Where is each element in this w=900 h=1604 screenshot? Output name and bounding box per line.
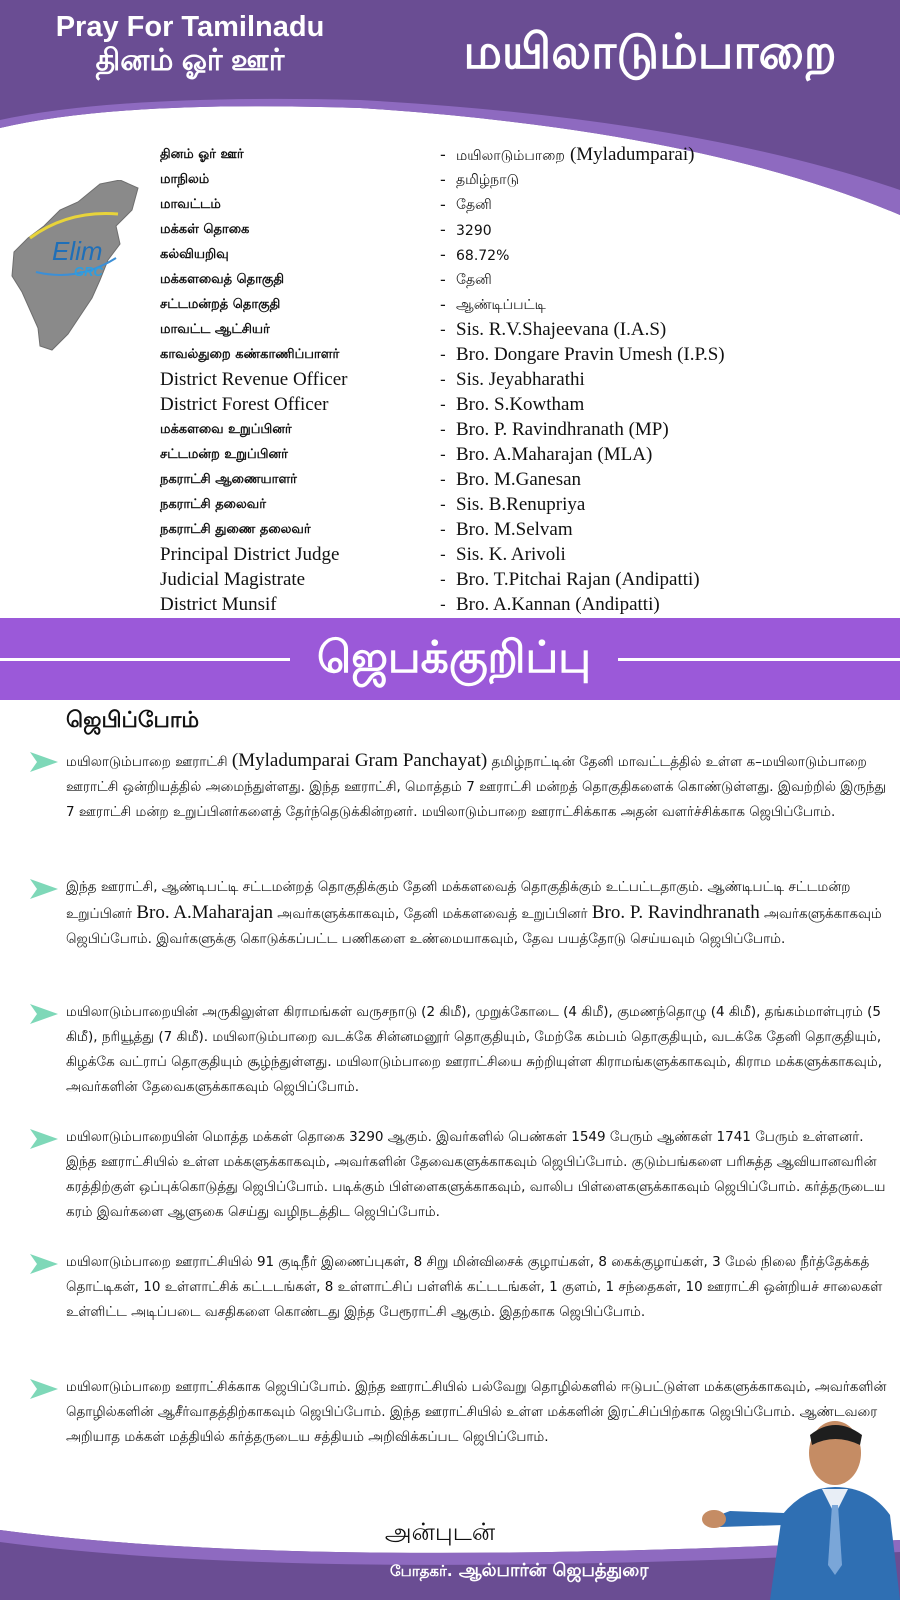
pray-line-2: தினம் ஓர் ஊர் [95, 44, 285, 77]
info-separator: - [440, 595, 446, 614]
info-value-english: Sis. R.V.Shajeevana (I.A.S) [456, 318, 667, 340]
info-label: சட்டமன்ற உறுப்பினர் [160, 446, 288, 462]
info-value-tamil: மயிலாடும்பாறை [456, 147, 565, 164]
info-value [456, 469, 581, 491]
info-label: மாநிலம் [160, 171, 210, 187]
info-row [160, 167, 890, 192]
info-value-tamil: 3290 [456, 223, 492, 239]
paragraph-text: மயிலாடும்பாறை ஊராட்சியில் 91 குடிநீர் இணைப்புகள், 8 சிறு மின்விசைக் குழாய்கள், 8 கைக்குழாய்கள், 3 மேல் நிலை நீர்த்தேக்கத் தொட்டிகள், 10 உள்ளாட்சிக் கட்டடங்கள், 8 உள்ளாட்சிப் பள்ளிக் கட்டடங்கள், 1 குளம், 1 சந்தைகள், 10 ஊராட்சி ஒன்றியச் சாலைகள் உள்ளிட்ட அடிப்படை வசதிகளை கொண்டது இந்த பேரூராட்சி ஆகும். இதற்காக ஜெபிப்போம். [66, 1254, 883, 1320]
pastor-signature [390, 1560, 750, 1583]
band-line-right [618, 658, 900, 661]
info-row [160, 267, 890, 292]
info-row [160, 342, 890, 367]
paragraph-text: அவர்களுக்காகவும், தேனி மக்களவைத் உறுப்பினர் [272, 906, 592, 922]
info-label: District Revenue Officer [160, 368, 348, 390]
village-info-table [160, 142, 890, 617]
info-value [456, 394, 584, 416]
paragraph-english-text: Bro. A.Maharajan [136, 902, 273, 923]
info-row [160, 317, 890, 342]
info-value-english: Bro. M.Ganesan [456, 468, 582, 490]
info-separator: - [440, 570, 446, 589]
band-line-left [0, 658, 290, 661]
info-value [456, 144, 694, 166]
info-value-tamil: தேனி [456, 272, 492, 288]
pray-line-1: Pray For Tamilnadu [55, 11, 325, 43]
info-value-english: Bro. P. Ravindhranath (MP) [456, 418, 669, 440]
info-separator: - [440, 420, 446, 439]
bullet-arrow-icon [28, 877, 60, 901]
info-separator: - [440, 295, 446, 314]
info-value-tamil: ஆண்டிப்பட்டி [456, 297, 546, 313]
info-separator: - [440, 145, 446, 164]
paragraph-english-text: (Myladumparai Gram Panchayat) [231, 750, 488, 771]
info-label: நகராட்சி ஆணையாளர் [160, 471, 297, 487]
band-title: ஜெபக்குறிப்பு [316, 632, 591, 683]
info-value [456, 544, 566, 566]
bullet-arrow-icon [28, 1377, 60, 1401]
info-value-english: (Myladumparai) [569, 143, 695, 165]
info-separator: - [440, 245, 446, 264]
logo-text: Elim [52, 236, 103, 266]
info-row [160, 517, 890, 542]
info-separator: - [440, 370, 446, 389]
paragraph-text: அவர்களுக்காகவும் ஜெபிப்போம். இவர்களுக்கு கொடுக்கப்பட்ட பணிகளை உண்மையாகவும், தேவ பயத்தோடு செய்யவும் ஜெபிப்போம். [66, 906, 882, 947]
info-separator: - [440, 220, 446, 239]
info-label: கல்வியறிவு [160, 246, 229, 262]
pastor-prefix: போதகர். [390, 1562, 453, 1580]
prayer-paragraph [66, 1000, 891, 1100]
info-row [160, 192, 890, 217]
info-value-english: Sis. Jeyabharathi [456, 368, 585, 390]
info-label: மாவட்ட ஆட்சியர் [160, 321, 270, 337]
info-label: சட்டமன்றத் தொகுதி [160, 296, 281, 312]
info-label: நகராட்சி துணை தலைவர் [160, 521, 311, 537]
info-value [456, 369, 585, 391]
prayer-heading: ஜெபிப்போம் [66, 708, 200, 733]
info-separator: - [440, 470, 446, 489]
info-label: மாவட்டம் [160, 196, 221, 212]
info-separator: - [440, 345, 446, 364]
info-value [456, 444, 652, 466]
info-value-english: Sis. K. Arivoli [456, 543, 566, 565]
info-separator: - [440, 395, 446, 414]
info-row [160, 142, 890, 167]
info-row [160, 217, 890, 242]
prayer-paragraph [66, 748, 891, 825]
info-value-english: Bro. Dongare Pravin Umesh (I.P.S) [456, 343, 725, 365]
village-title: மயிலாடும்பாறை [463, 24, 837, 80]
info-row [160, 417, 890, 442]
info-value-english: Bro. M.Selvam [456, 518, 573, 540]
info-value [456, 169, 519, 190]
info-value [456, 569, 700, 591]
info-value [456, 245, 509, 264]
info-label: தினம் ஓர் ஊர் [160, 146, 244, 162]
info-separator: - [440, 195, 446, 214]
info-label: காவல்துறை கண்காணிப்பாளர் [160, 346, 340, 362]
info-value-english: Bro. A.Kannan (Andipatti) [456, 593, 660, 615]
bullet-arrow-icon [28, 1002, 60, 1026]
paragraph-text: மயிலாடும்பாறையின் மொத்த மக்கள் தொகை 3290 ஆகும். இவர்களில் பெண்கள் 1549 பேரும் ஆண்கள் 1741 பேரும் உள்ளனர். இந்த ஊராட்சியில் உள்ள மக்களுக்காகவும், அவர்களின் தேவைகளுக்காகவும் ஜெபிப்போம். குடும்பங்களை பரிசுத்த ஆவியானவரின் கரத்திற்குள் ஒப்புக்கொடுத்து ஜெபிப்போம். படிக்கும் பிள்ளைகளுக்காகவும், வாலிப பிள்ளைகளுக்காகவும் ஜெபிப்போம். கர்த்தருடைய கரம் இவர்களை ஆளுகை செய்து வழிநடத்திட ஜெபிப்போம். [66, 1129, 886, 1220]
info-value-english: Bro. T.Pitchai Rajan (Andipatti) [456, 568, 700, 590]
info-value-english: Bro. A.Maharajan (MLA) [456, 443, 653, 465]
prayer-points-band [0, 618, 900, 700]
bullet-arrow-icon [28, 1127, 60, 1151]
paragraph-english-text: Bro. P. Ravindhranath [591, 902, 760, 923]
info-separator: - [440, 545, 446, 564]
info-row [160, 392, 890, 417]
info-label: District Forest Officer [160, 393, 329, 415]
bullet-arrow-icon [28, 750, 60, 774]
info-label: மக்களவைத் தொகுதி [160, 271, 285, 287]
info-label: மக்களவை உறுப்பினர் [160, 421, 292, 437]
pray-tagline [50, 10, 330, 78]
info-separator: - [440, 495, 446, 514]
info-value [456, 220, 492, 239]
info-value [456, 194, 492, 215]
info-value-english: Bro. S.Kowtham [456, 393, 585, 415]
bullet-arrow-icon [28, 1252, 60, 1276]
info-separator: - [440, 170, 446, 189]
info-label: Principal District Judge [160, 543, 340, 565]
pastor-name: ஆல்பார்ன் ஜெபத்துரை [458, 1560, 649, 1581]
signoff-text: அன்புடன் [384, 1518, 496, 1546]
info-row [160, 492, 890, 517]
info-row [160, 367, 890, 392]
info-separator: - [440, 520, 446, 539]
info-value-tamil: தேனி [456, 197, 492, 213]
info-label: நகராட்சி தலைவர் [160, 496, 267, 512]
info-value-english: Sis. B.Renupriya [456, 493, 586, 515]
paragraph-text: மயிலாடும்பாறை ஊராட்சி [66, 754, 232, 770]
info-row [160, 292, 890, 317]
paragraph-text: மயிலாடும்பாறையின் அருகிலுள்ள கிராமங்கள் வருசநாடு (2 கிமீ), முறுக்கோடை (4 கிமீ), குமணந்தொழு (4 கிமீ), தங்கம்மாள்புரம் (5 கிமீ), நரியூத்து (7 கிமீ). மயிலாடும்பாறை வடக்கே சின்னமனூர் தொகுதியும், மேற்கே கம்பம் தொகுதியும், வடக்கே தேனி தொகுதியும், கிழக்கே வட்ராப் தொகுதியும் சூழ்ந்துள்ளது. மயிலாடும்பாறை ஊராட்சியை சுற்றியுள்ள கிராமங்களுக்காகவும், கிராம மக்களுக்காகவும், அவர்களின் தேவைகளுக்காகவும் ஜெபிப்போம். [66, 1004, 883, 1095]
prayer-paragraph [66, 875, 891, 952]
info-value-tamil: தமிழ்நாடு [456, 172, 519, 188]
info-value [456, 344, 725, 366]
info-value [456, 519, 573, 541]
info-value [456, 494, 585, 516]
info-value [456, 594, 660, 616]
info-row [160, 542, 890, 567]
pastor-photo [700, 1415, 900, 1600]
paragraph-text: மயிலாடும்பாறை ஊராட்சிக்காக ஜெபிப்போம். இந்த ஊராட்சியில் பல்வேறு தொழில்களில் ஈடுபட்டுள்ள மக்களுக்காகவும், அவர்களின் தொழில்களின் ஆசீர்வாதத்திற்காகவும் ஜெபிப்போம். இந்த ஊராட்சியில் உள்ள மக்களின் இரட்சிப்பிற்காக ஜெபிப்போம். ஆண்டவரை அறியாத மக்கள் மத்தியில் கர்த்தருடைய சத்தியம் அறிவிக்கப்பட ஜெபிப்போம். [66, 1379, 887, 1445]
info-row [160, 592, 890, 617]
info-label: District Munsif [160, 593, 277, 615]
info-value-tamil: 68.72% [456, 248, 510, 264]
info-value [456, 294, 546, 315]
info-value [456, 319, 666, 341]
paragraph-text: தமிழ்நாட்டின் தேனி மாவட்டத்தில் உள்ள க–மயிலாடும்பாறை ஊராட்சி ஒன்றியத்தில் அமைந்துள்ளது. இந்த ஊராட்சி, மொத்தம் 7 ஊராட்சி மன்றத் தொகுதிகளைக் கொண்டுள்ளது. இவற்றில் இருந்து 7 ஊராட்சி மன்ற உறுப்பினர்களைத் தேர்ந்தெடுக்கின்றனர். மயிலாடும்பாறை ஊராட்சிக்காக அதன் வளர்ச்சிக்காக ஜெபிப்போம். [66, 754, 887, 820]
info-label: மக்கள் தொகை [160, 221, 250, 237]
prayer-paragraph [66, 1125, 891, 1225]
info-row [160, 442, 890, 467]
hand-shape [702, 1510, 726, 1528]
info-row [160, 567, 890, 592]
info-row [160, 467, 890, 492]
logo-subtext: GRC [74, 264, 103, 279]
paragraph-text: இந்த ஊராட்சி, ஆண்டிபட்டி சட்டமன்றத் தொகுதிக்கும் தேனி மக்களவைத் தொகுதிக்கும் உட்பட்டதாகும். ஆண்டிபட்டி சட்டமன்ற உறுப்பினர் [66, 879, 851, 922]
prayer-paragraph [66, 1250, 891, 1325]
info-separator: - [440, 320, 446, 339]
info-label: Judicial Magistrate [160, 568, 306, 590]
info-value [456, 269, 492, 290]
tamilnadu-map [8, 180, 143, 355]
info-value [456, 419, 669, 441]
info-separator: - [440, 270, 446, 289]
info-row [160, 242, 890, 267]
info-separator: - [440, 445, 446, 464]
